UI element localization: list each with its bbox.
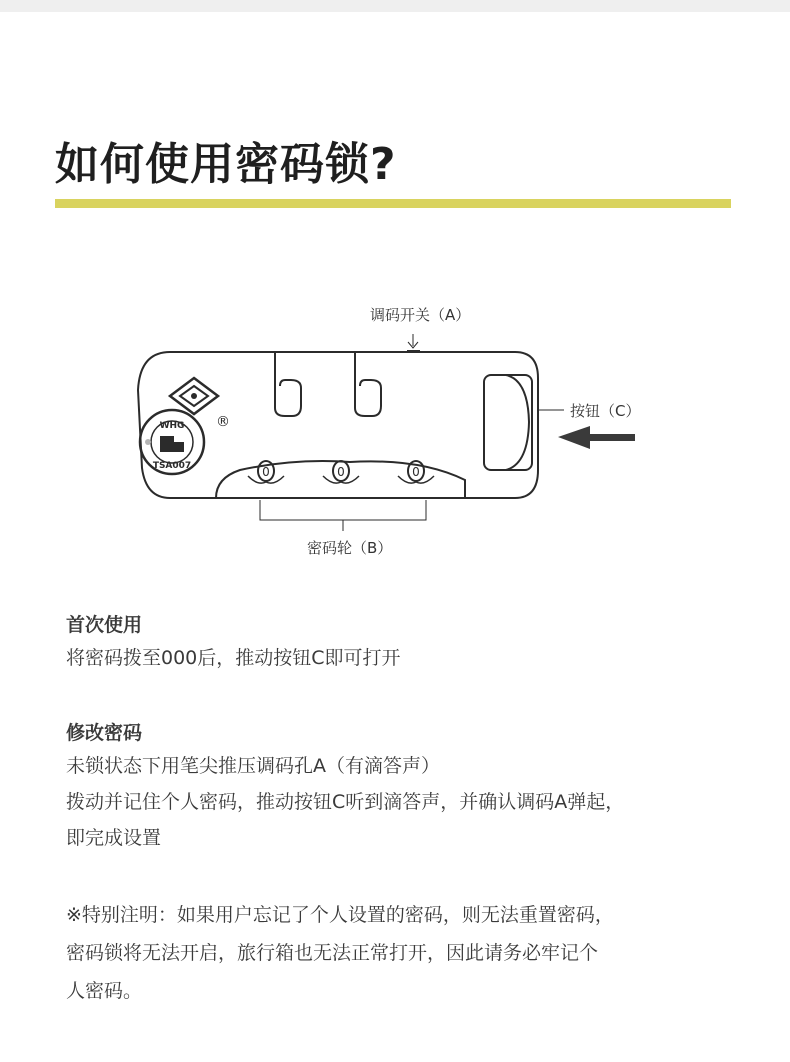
change-code-line-2: 拨动并记住个人密码，推动按钮C听到滴答声，并确认调码A弹起，: [66, 791, 625, 813]
warning-note: [66, 896, 746, 1010]
wheel-digit-2: 0: [337, 465, 345, 479]
button-c-shape: [484, 375, 532, 470]
registered-mark: ®: [216, 414, 230, 430]
tsa-brand-text: WHG: [159, 421, 185, 431]
top-strip: [0, 0, 790, 12]
wheel-digit-1: 0: [262, 465, 270, 479]
title-underline: [55, 199, 731, 208]
lock-slot-right: [355, 352, 381, 416]
lock-slot-left: [275, 352, 301, 416]
change-code-line-1: 未锁状态下用笔尖推压调码孔A（有滴答声）: [66, 755, 440, 777]
note-line-2: 密码锁将无法开启，旅行箱也无法正常打开，因此请务必牢记个: [66, 942, 599, 964]
tsa-badge: [140, 410, 204, 474]
wheel-digit-3: 0: [412, 465, 420, 479]
change-code-line-3: 即完成设置: [66, 827, 162, 849]
page-title: 如何使用密码锁?: [55, 139, 397, 190]
tsa-code-text: TSA007: [152, 461, 192, 471]
push-arrow: [558, 426, 635, 449]
change-code-section: [66, 718, 746, 856]
label-code-switch-a: 调码开关（A）: [370, 306, 471, 324]
lock-diagram: [120, 290, 680, 580]
note-line-1: ※特别注明：如果用户忘记了个人设置的密码，则无法重置密码，: [66, 904, 614, 926]
diamond-logo: [170, 378, 218, 414]
first-use-heading: 首次使用: [66, 614, 143, 636]
change-code-heading: 修改密码: [66, 722, 143, 744]
first-use-section: [66, 610, 746, 676]
label-code-wheel-b: 密码轮（B）: [307, 539, 393, 557]
note-line-3: 人密码。: [66, 980, 143, 1002]
first-use-line: 将密码拨至000后，推动按钮C即可打开: [66, 647, 401, 669]
label-button-c: 按钮（C）: [570, 402, 641, 420]
lock-illustration: [120, 290, 680, 580]
